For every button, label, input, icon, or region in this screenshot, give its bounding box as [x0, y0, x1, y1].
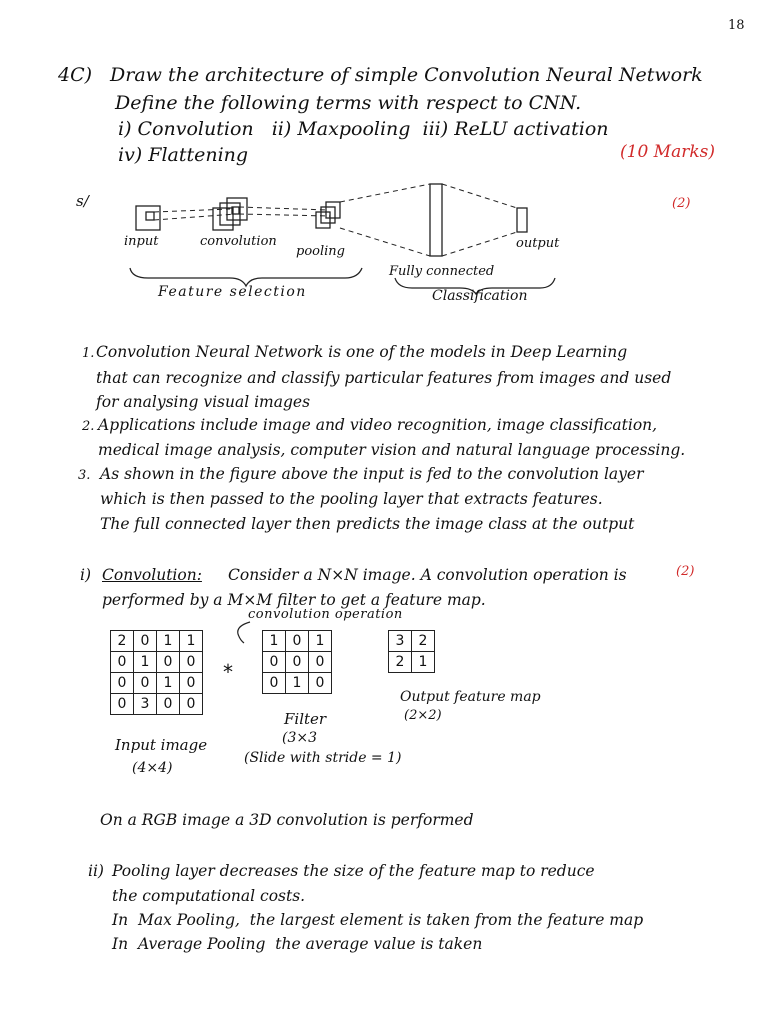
filter-matrix: [262, 630, 332, 694]
pool-map-1: [316, 212, 330, 228]
question-line-1: Draw the architecture of simple Convolution Neural Network: [110, 64, 703, 86]
fully-connected-layer: [430, 184, 442, 256]
matrix-cell: 0: [134, 673, 157, 694]
point-1-line-3: for analysing visual images: [96, 393, 311, 411]
point-1-line-1: Convolution Neural Network is one of the models in Deep Learning: [96, 343, 628, 361]
matrix-cell: 0: [286, 631, 309, 652]
matrix-cell: 1: [157, 673, 180, 694]
matrix-cell: 0: [263, 673, 286, 694]
convolution-number: i): [80, 566, 92, 584]
question-line-2: Define the following terms with respect to CNN.: [115, 92, 582, 114]
matrix-cell: 0: [180, 694, 203, 715]
pool-map-2: [321, 207, 335, 223]
diagram-marks: (2): [672, 196, 691, 211]
output-feature-map-size: (2×2): [404, 708, 442, 723]
input-kernel-box: [146, 212, 154, 220]
output-layer: [517, 208, 527, 232]
conv-map-3: [227, 198, 247, 220]
question-line-4: iv) Flattening: [118, 144, 249, 166]
conv-kernel-box: [232, 207, 239, 214]
matrix-cell: 1: [134, 652, 157, 673]
matrix-cell: 0: [263, 652, 286, 673]
convolution-text-2: performed by a M×M filter to get a feature map.: [102, 591, 486, 609]
input-label: input: [124, 234, 159, 249]
question-label: 4C): [58, 64, 93, 86]
matrix-cell: 0: [286, 652, 309, 673]
matrix-cell: 0: [111, 652, 134, 673]
matrix-cell: 2: [412, 631, 435, 652]
matrix-cell: 0: [309, 673, 332, 694]
matrix-cell: 0: [134, 631, 157, 652]
matrix-cell: 0: [180, 673, 203, 694]
filter-label: Filter: [284, 710, 327, 728]
conv-map-2: [220, 203, 240, 225]
filter-size: (3×3: [282, 730, 318, 746]
matrix-cell: 0: [157, 652, 180, 673]
matrix-cell: 1: [309, 631, 332, 652]
question-line-3: i) Convolution ii) Maxpooling iii) ReLU activation: [118, 118, 609, 140]
conv-map-1: [213, 208, 233, 230]
pool-map-3: [326, 202, 340, 218]
point-1-number: 1.: [82, 346, 95, 361]
matrix-cell: 3: [134, 694, 157, 715]
matrix-cell: 2: [111, 631, 134, 652]
convolution-annotation: convolution operation: [248, 607, 403, 622]
pooling-number: ii): [88, 862, 104, 880]
convolution-text-1: Consider a N×N image. A convolution operation is: [228, 566, 627, 584]
matrix-cell: 1: [157, 631, 180, 652]
output-matrix: [388, 630, 435, 673]
convolution-marks: (2): [676, 564, 695, 579]
matrix-cell: 0: [111, 694, 134, 715]
solution-label: s/: [76, 192, 89, 210]
matrix-cell: 1: [286, 673, 309, 694]
point-3-number: 3.: [78, 468, 91, 483]
matrix-cell: 1: [180, 631, 203, 652]
input-layer-box: [136, 206, 160, 230]
pooling-line-1: Pooling layer decreases the size of the feature map to reduce: [112, 862, 595, 880]
question-marks: (10 Marks): [620, 142, 715, 162]
matrix-cell: 3: [389, 631, 412, 652]
matrix-cell: 0: [180, 652, 203, 673]
point-3-line-1: As shown in the figure above the input is fed to the convolution layer: [100, 465, 644, 483]
matrix-cell: 1: [263, 631, 286, 652]
average-pooling-text: In Average Pooling the average value is taken: [112, 935, 483, 953]
point-2-number: 2.: [82, 419, 95, 434]
convolution-title: Convolution:: [102, 566, 202, 584]
feature-selection-label: Feature selection: [158, 284, 307, 300]
rgb-convolution-note: On a RGB image a 3D convolution is performed: [100, 811, 474, 829]
stride-note: (Slide with stride = 1): [244, 750, 402, 766]
point-3-line-2: which is then passed to the pooling layer that extracts features.: [100, 490, 603, 508]
matrix-cell: 0: [157, 694, 180, 715]
matrix-cell: 1: [412, 652, 435, 673]
classification-label: Classification: [432, 288, 528, 304]
convolution-operator: *: [223, 660, 233, 684]
pooling-label: pooling: [296, 244, 345, 259]
input-image-size: (4×4): [132, 760, 173, 776]
matrix-cell: 0: [309, 652, 332, 673]
max-pooling-text: In Max Pooling, the largest element is taken from the feature map: [112, 911, 644, 929]
output-label: output: [516, 236, 560, 251]
convolution-label: convolution: [200, 234, 277, 249]
output-feature-map-label: Output feature map: [400, 689, 541, 705]
point-2-line-2: medical image analysis, computer vision and natural language processing.: [98, 441, 686, 459]
point-2-line-1: Applications include image and video recognition, image classification,: [98, 416, 658, 434]
pooling-line-2: the computational costs.: [112, 887, 306, 905]
matrix-cell: 0: [111, 673, 134, 694]
point-3-line-3: The full connected layer then predicts the image class at the output: [100, 515, 635, 533]
fully-connected-label: Fully connected: [389, 264, 495, 279]
matrix-cell: 2: [389, 652, 412, 673]
annotation-arrow: [238, 622, 250, 643]
page-number: 18: [728, 18, 745, 33]
point-1-line-2: that can recognize and classify particular features from images and used: [96, 369, 672, 387]
input-matrix: [110, 630, 203, 715]
input-image-label: Input image: [115, 736, 208, 754]
